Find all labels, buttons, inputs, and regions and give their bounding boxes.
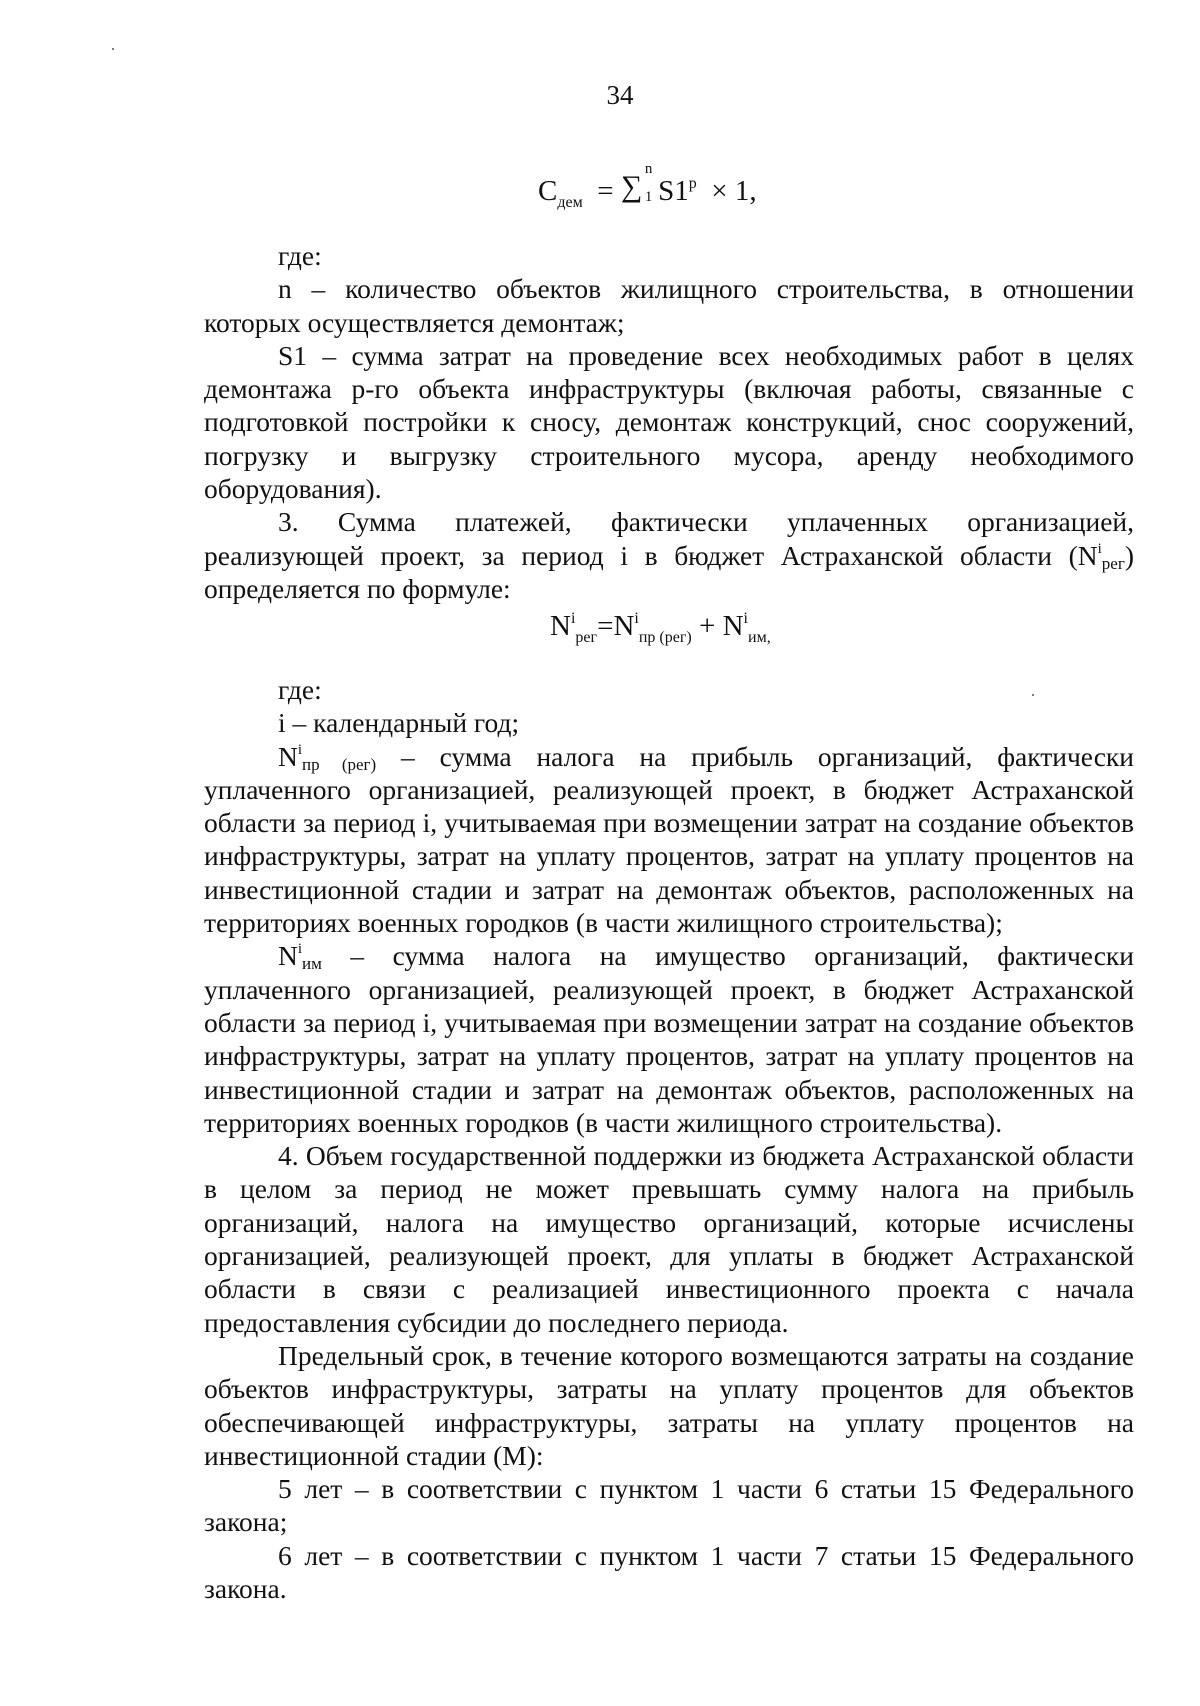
five-years-item: 5 лет – в соответствии с пунктом 1 части 6 статьи 15 Федерального закона; xyxy=(204,1473,1134,1538)
nim-subscript: им xyxy=(302,954,322,974)
payments-formula xyxy=(550,611,771,646)
formula1-tail: × 1, xyxy=(711,175,757,207)
i-definition: i – календарный год; xyxy=(278,707,520,739)
formula1-term: S1 xyxy=(658,175,689,207)
npr-definition xyxy=(204,740,1134,940)
formula2-a: N xyxy=(550,610,571,642)
limit-paragraph: Предельный срок, в течение которого возмещаются затраты на создание объектов инфраструктуры, затраты на уплату процентов для объектов обеспечивающей инфраструктуры, затраты на уплату процентов на инвестиционной стадии (М): xyxy=(204,1339,1134,1471)
scan-speck xyxy=(1032,694,1034,696)
formula2-b-sub: пр (рег) xyxy=(638,629,692,646)
formula2-plus: + xyxy=(698,610,716,642)
formula2-equals: = xyxy=(597,610,614,642)
formula2-c-sup: i xyxy=(743,610,748,627)
formula2-b: N xyxy=(613,610,635,642)
formula1-term-superscript: p xyxy=(688,175,697,192)
formula2-a-sup: i xyxy=(570,610,576,627)
formula1-equals: = xyxy=(597,175,614,207)
sum-operator xyxy=(620,161,653,205)
paragraph-3-text-a: 3. Сумма платежей, фактически уплаченных организацией, реализующей проект, за период i в бюджет Астраханской области (N xyxy=(204,506,1134,571)
npr-symbol: N xyxy=(278,740,298,772)
formula2-c: N xyxy=(722,610,744,642)
demolition-cost-formula xyxy=(538,161,757,211)
nim-definition xyxy=(204,939,1134,1139)
paragraph-3-subscript: рег xyxy=(1101,553,1125,573)
paragraph-3-text-b: ) определяется по формуле: xyxy=(204,539,1134,604)
paragraph-3 xyxy=(204,505,1134,605)
paragraph-4: 4. Объем государственной поддержки из бюджета Астраханской области в целом за период не может превышать сумму налога на прибыль организаций, налога на имущество организаций, которые исчислены организацией, реализующей проект, для уплаты в бюджет Астраханской области в связи с реализацией инвестиционного проекта с начала предоставления субсидии до последнего периода. xyxy=(204,1140,1134,1338)
definitions-block-1 xyxy=(204,239,1134,605)
where-label-2: где: xyxy=(278,674,322,705)
sum-symbol: ∑ xyxy=(620,170,643,203)
sum-upper-limit: n xyxy=(644,161,653,177)
npr-superscript: i xyxy=(297,741,303,758)
npr-text: – сумма налога на прибыль организаций, фактически уплаченного организацией, реализующей проект, в бюджет Астраханской области за период i, учитываемая при возмещении затрат на создание объектов инфраструктуры, затрат на уплату процентов, затрат на уплату процентов на инвестиционной стадии и затрат на демонтаж объектов, расположенных на территориях военных городков (в части жилищного строительства); xyxy=(204,740,1134,939)
formula2-c-sub: им, xyxy=(748,629,771,646)
formula1-lhs: С xyxy=(538,175,558,207)
s1-definition: S1 – сумма затрат на проведение всех необходимых работ в целях демонтажа р-го объекта инфраструктуры (включая работы, связанные с подготовкой постройки к сносу, демонтаж конструкций, снос сооружений, погрузку и выгрузку строительного мусора, аренду необходимого оборудования). xyxy=(204,339,1134,505)
formula2-a-sub: рег xyxy=(575,629,598,646)
formula1-lhs-subscript: дем xyxy=(557,194,583,211)
page-number: 34 xyxy=(606,80,634,110)
scan-speck xyxy=(112,48,114,50)
nim-symbol: N xyxy=(278,940,298,972)
nim-text: – сумма налога на имущество организаций, фактически уплаченного организацией, реализующей проект, в бюджет Астраханской области за период i, учитываемая при возмещении затрат на создание объектов инфраструктуры, затрат на уплату процентов, затрат на уплату процентов на инвестиционной стадии и затрат на демонтаж объектов, расположенных на территориях военных городков (в части жилищного строительства). xyxy=(204,940,1134,1138)
n-definition: n – количество объектов жилищного строительства, в отношении которых осуществляется демонтаж; xyxy=(204,273,1134,338)
npr-subscript: пр (рег) xyxy=(302,754,377,774)
paragraph-3-superscript: i xyxy=(1097,540,1102,557)
sum-lower-limit: 1 xyxy=(644,189,653,205)
nim-superscript: i xyxy=(297,941,303,958)
formula2-b-sup: i xyxy=(634,610,639,627)
six-years-item: 6 лет – в соответствии с пунктом 1 части 7 статьи 15 Федерального закона. xyxy=(204,1539,1134,1605)
where-label-1: где: xyxy=(278,240,322,271)
definitions-block-2 xyxy=(204,673,1134,1605)
